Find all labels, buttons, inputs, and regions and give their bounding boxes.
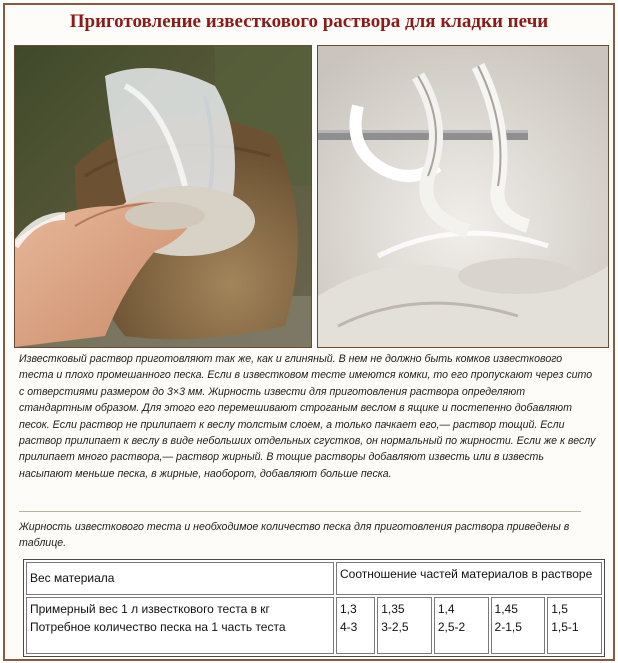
sand-value: 1,5-1 (551, 619, 579, 634)
lime-mortar-illustration (318, 46, 608, 347)
table-cell (491, 597, 546, 654)
row-label-weight: Примерный вес 1 л известкового теста в кг (30, 601, 270, 616)
table-cell (434, 597, 489, 654)
divider (19, 511, 581, 512)
sand-value: 4-3 (340, 619, 358, 634)
table-cell (547, 597, 602, 654)
weight-value: 1,3 (340, 601, 357, 616)
weight-value: 1,4 (437, 601, 455, 616)
table-cell (336, 597, 375, 654)
lime-powder-photo (14, 45, 312, 348)
sand-value: 3-2,5 (381, 619, 409, 634)
table-header-weight: Вес материала (26, 562, 334, 595)
article-frame (3, 3, 615, 661)
table-intro-paragraph: Жирность известкового теста и необходимое количество песка для приготовления раствора приведены в таблице. (19, 521, 570, 550)
weight-value: 1,35 (381, 601, 405, 616)
row-label-sand: Потребное количество песка на 1 часть теста (30, 619, 286, 634)
table-header-row (26, 562, 602, 595)
weight-value: 1,5 (551, 601, 568, 616)
lime-powder-illustration (15, 46, 311, 347)
lime-mortar-mixing-photo (317, 45, 609, 348)
table-header-ratio: Соотношение частей материалов в растворе (336, 562, 602, 595)
page-title: Приготовление известкового раствора для кладки печи (69, 11, 549, 32)
table-row-labels (26, 597, 334, 654)
lime-sand-ratio-table (23, 559, 605, 657)
sand-value: 2,5-2 (437, 619, 466, 634)
intro-paragraph: Известковый раствор приготовляют так же, как и глиняный. В нем не должно быть комков известкового теста и плохо промешанного песка. Если в известковом тесте имеются комки, то его пропускают через сито с отверстиями размером до 3×3 мм. Жирность извести для приготовления раствора определяют стандартным образом. Для этого его перемешивают строганым веслом в ящике и постепенно добавляют песок. Если раствор не прилипает к веслу толстым слоем, а только пачкает его,— раствор тощий. Если раствор прилипает к веслу в виде небольших отдельных сгустков, он нормальный по жирности. Если же к веслу прилипает много раствора,— раствор жирный. В тощие растворы добавляют известь или в известь насыпают меньше песка, в жирные, наоборот, добавляют больше песка. (19, 353, 596, 480)
weight-value: 1,45 (494, 601, 518, 616)
table-row (26, 597, 602, 654)
table-cell (377, 597, 432, 654)
sand-value: 2-1,5 (494, 619, 522, 634)
